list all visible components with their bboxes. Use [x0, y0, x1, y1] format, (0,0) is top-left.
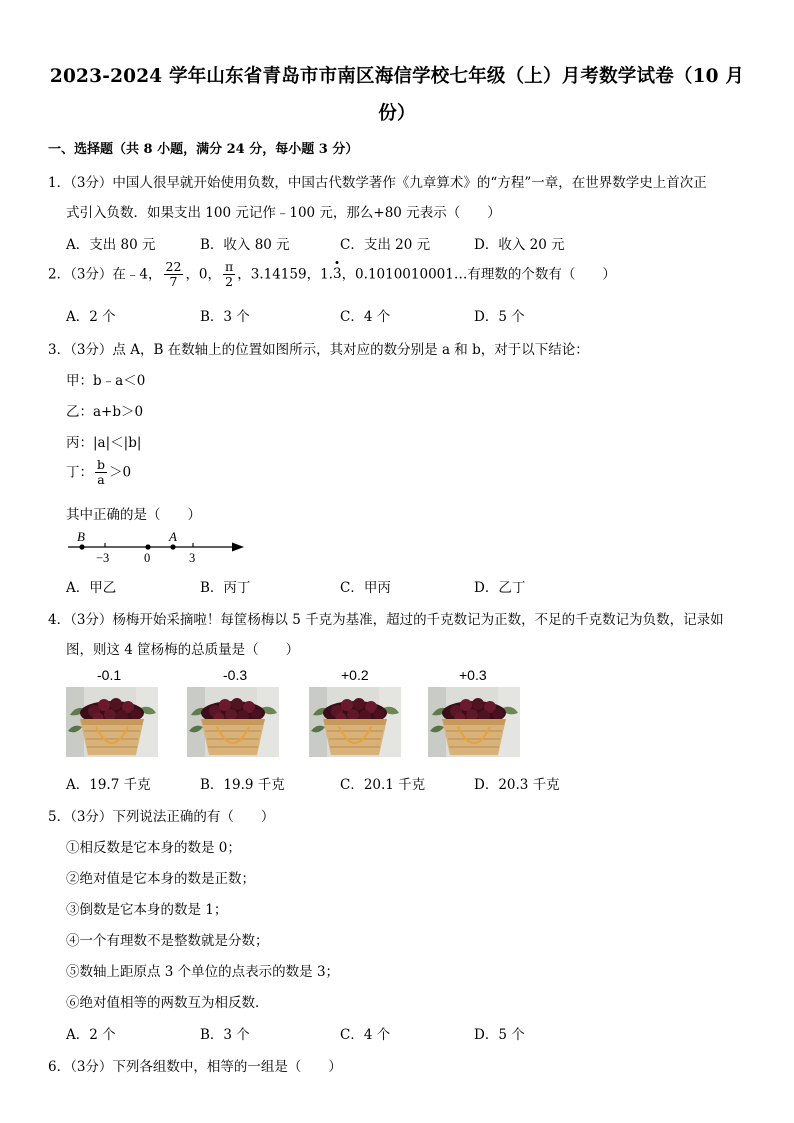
q3-option-d: D．乙丁 [474, 580, 526, 596]
q5-option-d: D．5 个 [474, 1027, 525, 1043]
q3-statement-bing: 丙：|a|＜|b| [66, 435, 142, 451]
q2-mid1: ，0， [185, 266, 222, 283]
basket-label-2: -0.3 [223, 667, 248, 683]
section-heading: 一、选择题（共 8 小题，满分 24 分，每小题 3 分） [48, 142, 359, 157]
label-zero: 0 [144, 551, 151, 565]
q1-option-a: A．支出 80 元 [66, 237, 156, 253]
bayberry-basket-image-4 [428, 687, 520, 757]
q2-frac1-denominator: 7 [169, 274, 178, 290]
q5-item-2: ②绝对值是它本身的数是正数； [66, 871, 255, 887]
q5-item-6: ⑥绝对值相等的两数互为相反数． [66, 995, 269, 1011]
basket-label-3: +0.2 [341, 667, 369, 683]
q2-option-a: A．2 个 [66, 309, 116, 325]
origin-dot [145, 544, 150, 549]
q2-option-b: B．3 个 [200, 309, 250, 325]
q2-fraction-pi-2 [223, 260, 235, 290]
q2-frac2-denominator: 2 [225, 274, 234, 290]
q4-option-c: C．20.1 千克 [340, 777, 426, 793]
label-b: B [77, 529, 85, 544]
q3-statement-yi: 乙：a+b＞0 [66, 404, 144, 420]
q5-option-b: B．3 个 [200, 1027, 250, 1043]
q4-option-b: B．19.9 千克 [200, 777, 285, 793]
q3-fraction-b-a [95, 458, 107, 488]
q3-number-line [60, 526, 260, 568]
q1-option-d: D．收入 20 元 [474, 237, 565, 253]
basket-label-1: -0.1 [97, 667, 122, 683]
q1-option-c: C．支出 20 元 [340, 237, 431, 253]
q3-ding-numerator: b [97, 457, 106, 472]
page-title-line2: 份） [378, 103, 416, 124]
q3-option-a: A．甲乙 [66, 580, 117, 596]
q2-repeating-digit: 3 [332, 266, 342, 283]
point-b-dot [79, 544, 84, 549]
q5-item-5: ⑤数轴上距原点 3 个单位的点表示的数是 3； [66, 964, 340, 980]
q5-item-1: ①相反数是它本身的数是 0； [66, 840, 241, 856]
q2-suffix: ，0.1010010001…有理数的个数有（ ） [341, 266, 616, 283]
q1-line1: 1．（3分）中国人很早就开始使用负数，中国古代数学著作《九章算术》的“方程”一章，在世界数学史上首次正 [48, 175, 707, 191]
point-a-dot [170, 544, 175, 549]
q2-option-c: C．4 个 [340, 309, 391, 325]
q3-ding-denominator: a [97, 472, 105, 488]
q5-line1: 5．（3分）下列说法正确的有（ ） [48, 809, 275, 825]
q4-line1: 4．（3分）杨梅开始采摘啦！每筐杨梅以 5 千克为基准，超过的千克数记为正数，不足的千克数记为负数，记录如 [48, 612, 724, 628]
q5-item-4: ④一个有理数不是整数就是分数； [66, 933, 269, 949]
q4-line2: 图，则这 4 筐杨梅的总质量是（ ） [66, 642, 300, 658]
label-neg3: −3 [96, 551, 110, 565]
basket-label-4: +0.3 [459, 667, 487, 683]
q3-option-b: B．丙丁 [200, 580, 251, 596]
q2-fraction-22-7 [164, 260, 184, 290]
bayberry-basket-image-3 [309, 687, 401, 757]
q2-mid2: ，3.14159，1. [237, 266, 333, 283]
q4-option-d: D．20.3 千克 [474, 777, 560, 793]
q3-ding-prefix: 丁： [66, 464, 93, 481]
q5-item-3: ③倒数是它本身的数是 1； [66, 902, 228, 918]
q3-statement-jia: 甲：b﹣a＜0 [66, 373, 146, 389]
q3-statement-ding [66, 458, 131, 488]
q1-line2: 式引入负数．如果支出 100 元记作﹣100 元，那么+80 元表示（ ） [66, 205, 501, 221]
q6-line1: 6．（3分）下列各组数中，相等的一组是（ ） [48, 1059, 342, 1075]
q2-frac1-numerator: 22 [165, 259, 182, 274]
number-line-arrow [232, 543, 244, 552]
q3-ask: 其中正确的是（ ） [66, 507, 201, 523]
bayberry-basket-image-2 [187, 687, 279, 757]
label-a: A [169, 529, 177, 544]
q3-option-c: C．甲丙 [340, 580, 391, 596]
q5-option-c: C．4 个 [340, 1027, 391, 1043]
q2-stem [48, 260, 616, 290]
bayberry-basket-image-1 [66, 687, 158, 757]
page-title-line1: 2023-2024 学年山东省青岛市市南区海信学校七年级（上）月考数学试卷（10 月 [49, 66, 745, 87]
label-pos3: 3 [189, 551, 196, 565]
q2-option-d: D．5 个 [474, 309, 525, 325]
q2-frac2-numerator: π [225, 259, 234, 274]
q4-option-a: A．19.7 千克 [66, 777, 151, 793]
q3-ding-suffix: ＞0 [109, 464, 132, 481]
q1-option-b: B．收入 80 元 [200, 237, 290, 253]
q2-prefix: 2．（3分）在﹣4， [48, 266, 162, 283]
q5-option-a: A．2 个 [66, 1027, 116, 1043]
q3-line1: 3．（3分）点 A，B 在数轴上的位置如图所示，其对应的数分别是 a 和 b，对于以下结论： [48, 342, 589, 358]
